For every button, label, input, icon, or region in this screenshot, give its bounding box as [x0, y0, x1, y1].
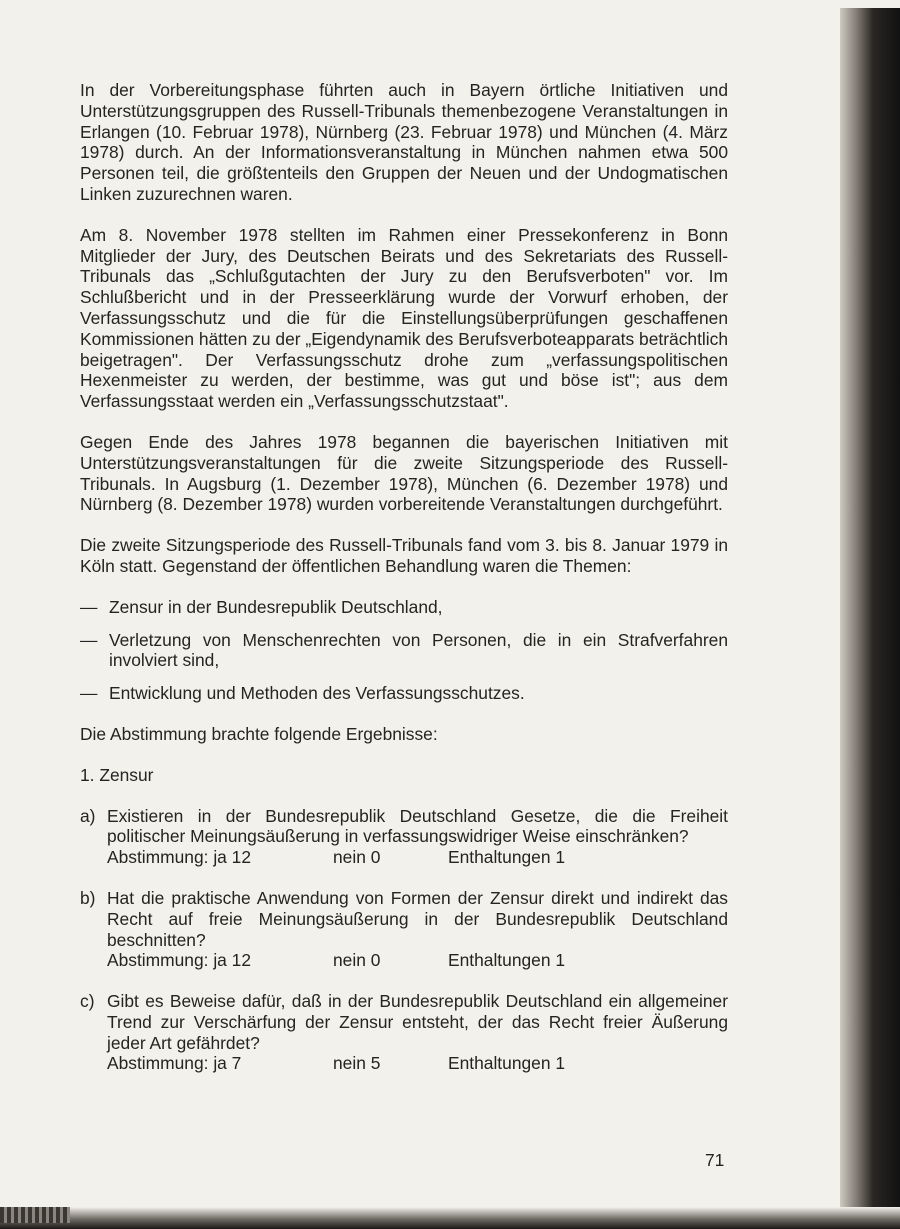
vote-enthaltungen: Enthaltungen 1 [448, 950, 566, 971]
book-spine-edge [840, 8, 900, 1223]
vote-ja: Abstimmung: ja 12 [107, 950, 252, 971]
vote-enthaltungen: Enthaltungen 1 [448, 1053, 566, 1074]
list-item: — Zensur in der Bundesrepublik Deutschland, [80, 597, 728, 618]
vote-enthaltungen: Enthaltungen 1 [448, 847, 566, 868]
paragraph-press-conference: Am 8. November 1978 stellten im Rahmen einer Pressekonferenz in Bonn Mitglieder der Jury, des Deutschen Beirats und des Sekretariats des Russell-Tribunals das „Schlußgutachten der Jury zu den Berufsverboten" vor. Im Schlußbericht und in der Presseerklärung wurde der Vorwurf erhoben, der Verfassungsschutz und die für die Einstellungsüberprüfungen geschaffenen Kommissionen hätten zu der „Eigendynamik des Berufsverboteapparats beträchtlich beigetragen". Der Verfassungsschutz drohe zum „verfassungspolitischen Hexenmeister zu werden, der bestimme, was gut und böse ist"; aus dem Verfassungsstaat werden ein „Verfassungsschutzstaat". [80, 224, 728, 412]
question-letter: a) [80, 805, 96, 826]
section-heading-zensur: 1. Zensur [80, 764, 154, 785]
paragraph-preparation: In der Vorbereitungsphase führten auch in Bayern örtliche Initiativen und Unterstützungsgruppen des Russell-Tribunals themenbezogene Veranstaltungen in Erlangen (10. Februar 1978), Nürnberg (23. Februar 1978) und München (4. März 1978) durch. An der Informationsveranstaltung in München nahmen etwa 500 Personen teil, die größtenteils den Gruppen der Neuen und der Undogmatischen Linken zuzurechnen waren. [80, 80, 728, 204]
vote-nein: nein 5 [333, 1053, 381, 1074]
question-letter: c) [80, 991, 95, 1012]
themes-list [80, 597, 728, 704]
question-a [80, 806, 728, 868]
results-intro: Die Abstimmung brachte folgende Ergebnisse: [80, 723, 438, 744]
page-number: 71 [705, 1150, 725, 1170]
list-item: — Entwicklung und Methoden des Verfassungsschutzes. [80, 683, 728, 704]
vote-result [107, 1053, 728, 1074]
vote-result [107, 847, 728, 868]
vote-result [107, 950, 728, 971]
question-letter: b) [80, 887, 96, 908]
vote-ja: Abstimmung: ja 7 [107, 1053, 242, 1074]
corner-mark [0, 1207, 70, 1223]
question-b [80, 888, 728, 971]
paragraph-second-session: Die zweite Sitzungsperiode des Russell-Tribunals fand vom 3. bis 8. Januar 1979 in Köln statt. Gegenstand der öffentlichen Behandlung waren die Themen: [80, 535, 728, 576]
vote-ja: Abstimmung: ja 12 [107, 847, 252, 868]
question-text: Gibt es Beweise dafür, daß in der Bundesrepublik Deutschland ein allgemeiner Trend zur Verschärfung der Zensur entsteht, der das Recht freier Äußerung jeder Art gefährdet? [107, 991, 728, 1053]
vote-nein: nein 0 [333, 847, 381, 868]
page-bottom-edge [0, 1207, 900, 1229]
paragraph-bavarian-initiatives: Gegen Ende des Jahres 1978 begannen die bayerischen Initiativen mit Unterstützungsveranstaltungen für die zweite Sitzungsperiode des Russell-Tribunals. In Augsburg (1. Dezember 1978), München (6. Dezember 1978) und Nürnberg (8. Dezember 1978) wurden vorbereitende Veranstaltungen durchgeführt. [80, 431, 728, 515]
page-content [80, 80, 728, 1094]
question-c [80, 991, 728, 1074]
question-text: Hat die praktische Anwendung von Formen der Zensur direkt und indirekt das Recht auf freie Meinungsäußerung in der Bundesrepublik Deutschland beschnitten? [107, 887, 728, 950]
question-text: Existieren in der Bundesrepublik Deutschland Gesetze, die die Freiheit politischer Meinungsäußerung in verfassungswidriger Weise einschränken? [107, 805, 728, 847]
vote-nein: nein 0 [333, 950, 381, 971]
list-item: — Verletzung von Menschenrechten von Personen, die in ein Strafverfahren involviert sind, [80, 630, 728, 672]
